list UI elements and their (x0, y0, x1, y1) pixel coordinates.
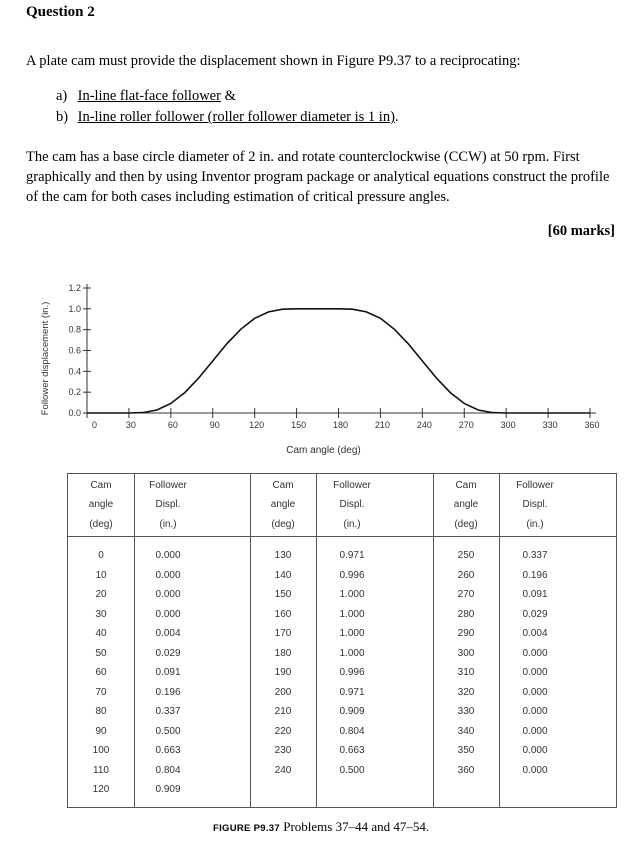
cell-follower-displ: 0.000 (155, 569, 181, 581)
cell-follower-displ: 0.909 (339, 706, 365, 717)
cell-follower-displ: 0.000 (522, 667, 548, 678)
x-tick-label: 120 (249, 420, 265, 430)
x-tick-label: 150 (291, 420, 307, 430)
cell-follower-displ: 0.196 (522, 569, 548, 581)
cell-cam-angle: 250 (457, 550, 475, 561)
x-tick-label: 330 (542, 420, 558, 430)
cell-follower-displ: 0.000 (522, 686, 548, 698)
cell-follower-displ: 0.804 (155, 764, 181, 776)
x-tick-label: 210 (374, 420, 390, 430)
header-cam-angle: (deg) (454, 519, 478, 530)
cell-cam-angle: 180 (274, 647, 292, 659)
displacement-curve (87, 309, 590, 413)
header-cam-angle: Cam (455, 480, 477, 491)
cell-cam-angle: 200 (274, 686, 292, 698)
intro-text: A plate cam must provide the displacement shown in Figure P9.37 to a reciprocating: (26, 53, 521, 69)
x-tick-label: 90 (209, 420, 220, 430)
cell-follower-displ: 0.000 (155, 589, 181, 600)
header-cam-angle: angle (453, 499, 479, 510)
y-tick-label: 0.6 (68, 345, 81, 356)
cell-follower-displ: 0.909 (155, 784, 181, 795)
cell-cam-angle: 270 (457, 589, 475, 600)
header-follower-displ: Follower (333, 480, 371, 491)
y-tick-label: 1.2 (68, 283, 81, 293)
header-follower-displ: Follower (516, 480, 554, 491)
cell-follower-displ: 0.663 (339, 745, 365, 756)
cell-cam-angle: 70 (95, 686, 107, 698)
item-label: a) (56, 88, 68, 104)
header-follower-displ: Follower (149, 480, 187, 491)
cell-follower-displ: 1.000 (339, 647, 365, 659)
y-axis-label: Follower displacement (in.) (40, 301, 51, 416)
cell-follower-displ: 0.663 (155, 745, 181, 756)
item-text: In-line roller follower (roller follower diameter is 1 in) (77, 109, 395, 125)
cell-follower-displ: 0.004 (155, 628, 181, 639)
cell-follower-displ: 0.500 (155, 725, 181, 737)
cell-cam-angle: 360 (457, 764, 475, 776)
cell-cam-angle: 100 (92, 745, 110, 756)
cell-cam-angle: 230 (274, 745, 292, 756)
item-label: b) (56, 109, 69, 125)
x-tick-label: 60 (167, 420, 178, 430)
header-follower-displ: (in.) (343, 519, 361, 530)
cell-follower-displ: 0.337 (522, 550, 548, 561)
list-item-a (56, 88, 236, 105)
header-cam-angle: (deg) (271, 519, 295, 530)
header-follower-displ: Displ. (522, 499, 548, 510)
question-heading: Question 2 (26, 4, 95, 20)
y-tick-label: 0.0 (68, 408, 81, 418)
cell-follower-displ: 0.971 (339, 550, 365, 561)
cell-follower-displ: 0.091 (155, 667, 181, 678)
cell-cam-angle: 320 (457, 686, 475, 698)
x-tick-label: 30 (125, 420, 136, 430)
header-cam-angle: angle (88, 499, 114, 510)
displacement-chart (0, 268, 625, 468)
cell-cam-angle: 240 (274, 764, 292, 776)
cell-follower-displ: 0.804 (339, 725, 365, 737)
item-text: In-line flat-face follower (77, 88, 221, 104)
figure-number: FIGURE P9.37 (213, 823, 280, 834)
cell-follower-displ: 0.091 (522, 589, 548, 600)
y-tick-label: 1.0 (68, 303, 81, 314)
cell-follower-displ: 0.971 (339, 686, 365, 698)
cell-cam-angle: 290 (457, 628, 475, 639)
list-item-b (56, 109, 399, 126)
cell-follower-displ: 1.000 (339, 589, 365, 600)
cell-cam-angle: 130 (274, 550, 292, 561)
y-tick-label: 0.2 (68, 387, 81, 398)
header-cam-angle: Cam (90, 480, 112, 491)
cell-follower-displ: 0.000 (522, 647, 548, 659)
cell-cam-angle: 210 (274, 706, 292, 717)
item-suffix: & (220, 88, 236, 104)
cell-cam-angle: 0 (98, 550, 104, 561)
cell-cam-angle: 330 (457, 706, 475, 717)
cell-cam-angle: 160 (274, 608, 292, 620)
cell-cam-angle: 350 (457, 745, 475, 756)
cell-cam-angle: 150 (274, 589, 292, 600)
cell-follower-displ: 0.000 (155, 550, 181, 561)
cell-cam-angle: 120 (92, 784, 110, 795)
cell-cam-angle: 110 (93, 764, 109, 776)
header-cam-angle: Cam (272, 480, 294, 491)
displacement-table (67, 473, 617, 808)
cell-follower-displ: 0.996 (339, 667, 365, 678)
x-tick-label: 0 (92, 420, 98, 430)
marks-label: [60 marks] (547, 223, 615, 239)
cell-cam-angle: 20 (95, 589, 107, 600)
cell-follower-displ: 0.000 (522, 725, 548, 737)
x-tick-label: 270 (458, 420, 474, 430)
header-follower-displ: (in.) (526, 519, 544, 530)
cell-cam-angle: 90 (95, 725, 107, 737)
cell-follower-displ: 0.337 (155, 706, 181, 717)
cell-cam-angle: 340 (457, 725, 475, 737)
cell-follower-displ: 0.000 (522, 706, 548, 717)
cell-cam-angle: 310 (457, 667, 475, 678)
cell-follower-displ: 0.029 (522, 608, 548, 620)
cell-cam-angle: 140 (274, 569, 292, 581)
x-tick-label: 180 (332, 420, 349, 430)
cell-cam-angle: 300 (457, 647, 475, 659)
x-tick-label: 300 (500, 420, 516, 430)
figure-caption (213, 819, 429, 835)
cell-cam-angle: 260 (457, 569, 475, 581)
cell-follower-displ: 1.000 (339, 628, 365, 639)
caption-text: Problems 37–44 and 47–54. (283, 819, 430, 834)
cell-cam-angle: 170 (274, 628, 292, 639)
x-tick-label: 360 (584, 420, 600, 430)
x-axis-label: Cam angle (deg) (286, 445, 361, 456)
header-follower-displ: (in.) (159, 519, 177, 530)
y-tick-label: 0.8 (68, 324, 81, 335)
cell-follower-displ: 0.996 (339, 569, 365, 581)
y-tick-label: 0.4 (68, 366, 81, 377)
item-suffix: . (394, 109, 399, 125)
cell-follower-displ: 0.000 (522, 764, 548, 776)
x-tick-label: 240 (416, 420, 432, 430)
cell-cam-angle: 60 (95, 667, 107, 678)
cell-follower-displ: 0.004 (522, 628, 548, 639)
cell-cam-angle: 80 (95, 706, 107, 717)
header-follower-displ: Displ. (339, 499, 365, 510)
cell-cam-angle: 280 (457, 608, 475, 620)
cell-follower-displ: 0.000 (522, 745, 548, 756)
cell-cam-angle: 50 (95, 647, 107, 659)
cell-follower-displ: 1.000 (339, 608, 365, 620)
cell-cam-angle: 10 (95, 569, 107, 581)
cell-cam-angle: 30 (95, 608, 107, 620)
cell-follower-displ: 0.029 (155, 647, 181, 659)
header-cam-angle: angle (270, 499, 296, 510)
header-cam-angle: (deg) (89, 519, 113, 530)
cell-follower-displ: 0.000 (155, 608, 181, 620)
cell-follower-displ: 0.196 (155, 686, 181, 698)
cell-cam-angle: 190 (274, 667, 292, 678)
problem-paragraph: The cam has a base circle diameter of 2 in. and rotate counterclockwise (CCW) at 50 rpm. First graphically and then by using Inventor program package or analytical equations construct the profile of the cam for both cases including estimation of critical pressure angles. (26, 149, 610, 205)
cell-cam-angle: 40 (95, 628, 107, 639)
header-divider (68, 536, 616, 537)
header-follower-displ: Displ. (155, 499, 181, 510)
cell-follower-displ: 0.500 (339, 764, 365, 776)
cell-cam-angle: 220 (274, 725, 292, 737)
